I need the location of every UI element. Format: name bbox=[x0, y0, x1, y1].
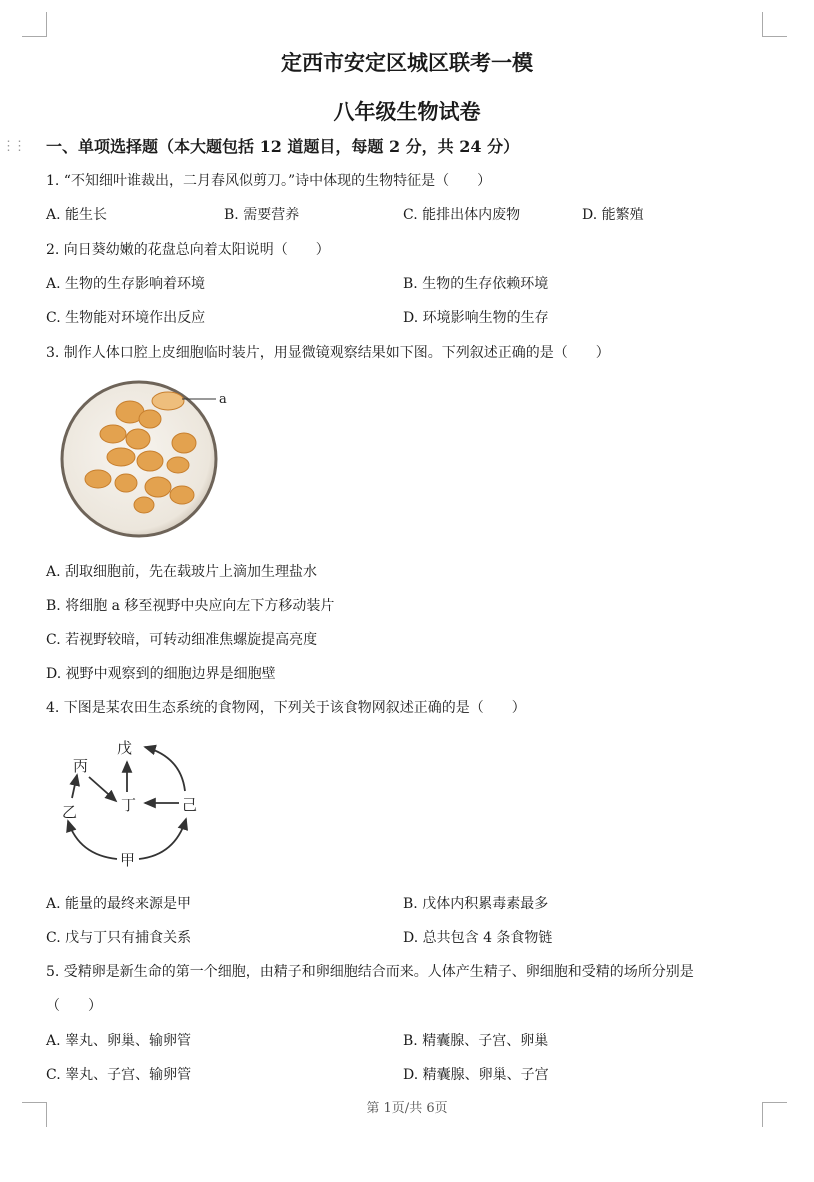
q4-option-b[interactable]: B. 戊体内积累毒素最多 bbox=[403, 896, 549, 912]
q1-option-d[interactable]: D. 能繁殖 bbox=[582, 207, 644, 223]
q2-option-c[interactable]: C. 生物能对环境作出反应 bbox=[46, 310, 206, 326]
q3-option-b[interactable]: B. 将细胞 a 移至视野中央应向左下方移动装片 bbox=[46, 598, 335, 614]
q1-option-c[interactable]: C. 能排出体内废物 bbox=[403, 207, 521, 223]
question-4-stem: 4. 下图是某农田生态系统的食物网，下列关于该食物网叙述正确的是（ ） bbox=[46, 700, 526, 716]
question-1-stem: 1. “不知细叶谁裁出，二月春风似剪刀。”诗中体现的生物特征是（ ） bbox=[46, 173, 492, 189]
q5-option-d[interactable]: D. 精囊腺、卵巢、子宫 bbox=[403, 1067, 549, 1083]
question-2-stem: 2. 向日葵幼嫩的花盘总向着太阳说明（ ） bbox=[46, 242, 330, 258]
exam-title: 定西市安定区城区联考一模 bbox=[281, 50, 533, 75]
q3-option-d[interactable]: D. 视野中观察到的细胞边界是细胞壁 bbox=[46, 666, 276, 682]
food-web-figure bbox=[55, 735, 205, 870]
q4-option-a[interactable]: A. 能量的最终来源是甲 bbox=[46, 896, 192, 912]
question-5-stem-continued: （ ） bbox=[46, 998, 102, 1014]
node-ji: 己 bbox=[182, 796, 198, 814]
q5-option-b[interactable]: B. 精囊腺、子宫、卵巢 bbox=[403, 1033, 549, 1049]
crop-mark-top-right bbox=[762, 12, 787, 37]
q2-option-d[interactable]: D. 环境影响生物的生存 bbox=[403, 310, 549, 326]
q5-option-c[interactable]: C. 睾丸、子宫、输卵管 bbox=[46, 1067, 192, 1083]
q1-option-a[interactable]: A. 能生长 bbox=[46, 207, 108, 223]
exam-subtitle: 八年级生物试卷 bbox=[333, 99, 481, 124]
node-bing: 丙 bbox=[73, 757, 89, 775]
q3-option-c[interactable]: C. 若视野较暗，可转动细准焦螺旋提高亮度 bbox=[46, 632, 318, 648]
node-yi: 乙 bbox=[62, 803, 78, 821]
page-number: 第 1页/共 6页 bbox=[366, 1101, 448, 1116]
cell-label-a: a bbox=[219, 392, 227, 407]
q5-option-a[interactable]: A. 睾丸、卵巢、输卵管 bbox=[46, 1033, 192, 1049]
question-5-stem: 5. 受精卵是新生命的第一个细胞，由精子和卵细胞结合而来。人体产生精子、卵细胞和受精的场所分别是 bbox=[46, 964, 694, 980]
node-wu: 戊 bbox=[117, 739, 133, 757]
node-jia: 甲 bbox=[120, 851, 136, 869]
food-web-nodes bbox=[62, 739, 197, 869]
q4-option-d[interactable]: D. 总共包含 4 条食物链 bbox=[403, 930, 553, 946]
section-heading: 一、单项选择题（本大题包括 12 道题目，每题 2 分，共 24 分） bbox=[46, 137, 520, 156]
cell-a bbox=[152, 392, 184, 410]
question-3-stem: 3. 制作人体口腔上皮细胞临时装片，用显微镜观察结果如下图。下列叙述正确的是（ ） bbox=[46, 345, 610, 361]
crop-mark-top-left bbox=[22, 12, 47, 37]
q1-option-b[interactable]: B. 需要营养 bbox=[224, 207, 300, 223]
q2-option-b[interactable]: B. 生物的生存依赖环境 bbox=[403, 276, 549, 292]
q2-option-a[interactable]: A. 生物的生存影响着环境 bbox=[46, 276, 206, 292]
drag-handle-icon[interactable]: ⋮⋮ bbox=[2, 139, 24, 154]
node-ding: 丁 bbox=[121, 796, 137, 814]
microscope-view-figure bbox=[58, 377, 227, 537]
q4-option-c[interactable]: C. 戊与丁只有捕食关系 bbox=[46, 930, 192, 946]
q3-option-a[interactable]: A. 刮取细胞前，先在载玻片上滴加生理盐水 bbox=[46, 564, 318, 580]
